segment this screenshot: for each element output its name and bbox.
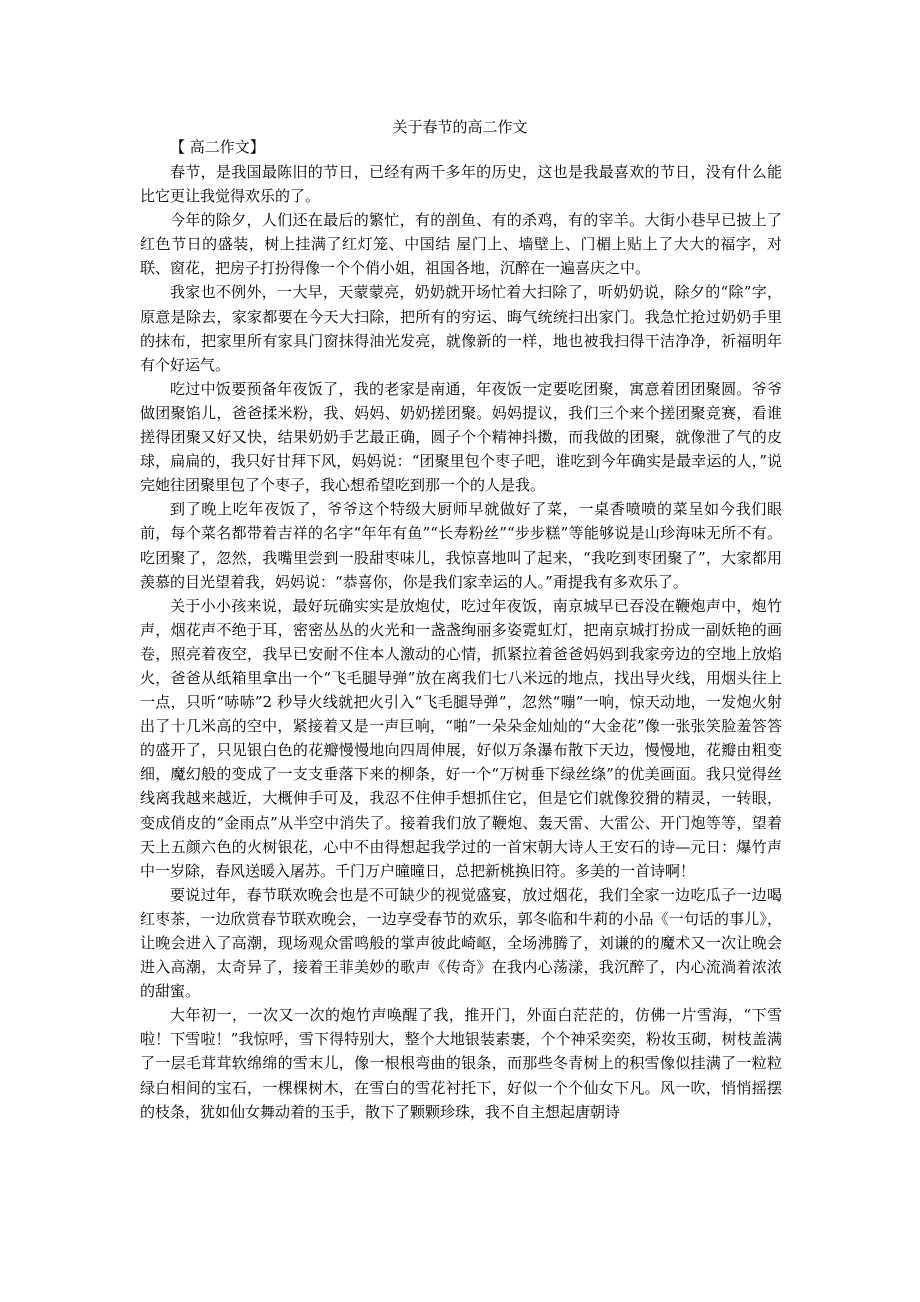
paragraph: 大年初一，一次又一次的炮竹声唤醒了我，推开门，外面白茫茫的，仿佛一片雪海，“下雪啦！下雪啦！”我惊呼，雪下得特别大，整个大地银装素裹，个个神采奕奕，粉妆玉砌，树枝盖满了一层毛茸茸软绵绵的雪末儿，像一根根弯曲的银条，而那些冬青树上的积雪像似挂满了一粒粒绿白相间的宝石，一棵棵树木，在雪白的雪花衬托下，好似一个个仙女下凡。风一吹，悄悄摇摆的枝条，犹如仙女舞动着的玉手，散下了颗颗珍珠，我不自主想起唐朝诗 [140, 1006, 782, 1121]
paragraph: 我家也不例外，一大早，天蒙蒙亮，奶奶就开场忙着大扫除了，听奶奶说，除夕的“除”字，原意是除去，家家都要在今天大扫除，把所有的穷运、晦气统统扫出家门。我急忙抢过奶奶手里的抹布，把家里所有家具门窗抹得油光发亮，就像新的一样，地也被我扫得干洁净净，祈福明年有个好运气。 [140, 283, 782, 374]
essay-body [140, 160, 782, 1124]
category-label: 【 高二作文】 [170, 138, 265, 156]
paragraph: 关于小小孩来说，最好玩确实实是放炮仗，吃过年夜饭，南京城早已吞没在鞭炮声中，炮竹声，烟花声不绝于耳，密密丛丛的火光和一盏盏绚丽多姿霓虹灯，把南京城打扮成一副妖艳的画卷，照亮着夜空，我早已安耐不住本人激动的心情，抓紧拉着爸爸妈妈到我家旁边的空地上放焰火，爸爸从纸箱里拿出一个“飞毛腿导弹”放在离我们七八米远的地点，找出导火线，用烟头往上一点，只听“哧哧”2 秒导火线就把火引入“飞毛腿导弹”，忽然“嘣”一响，惊天动地，一发炮火射出了十几米高的空中，紧接着又是一声巨响，“啪”一朵朵金灿灿的“大金花”像一张张笑脸羞答答的盛开了，只见银白色的花瓣慢慢地向四周伸展，好似万条瀑布散下天边，慢慢地，花瓣由粗变细，魔幻般的变成了一支支垂落下来的柳条，好一个“万树垂下绿丝绦”的优美画面。我只觉得丝线离我越来越近，大概伸手可及，我忍不住伸手想抓住它，但是它们就像狡猾的精灵，一转眼，变成俏皮的“金雨点”从半空中消失了。接着我们放了鞭炮、轰天雷、大雷公、开门炮等等，望着天上五颜六色的火树银花，心中不由得想起我学过的一首宋朝大诗人王安石的诗—元日：爆竹声中一岁除，春风送暖入屠苏。千门万户曈曈日，总把新桃换旧符。多美的一首诗啊！ [140, 596, 782, 880]
paragraph: 春节，是我国最陈旧的节日，已经有两千多年的历史，这也是我最喜欢的节日，没有什么能比它更让我觉得欢乐的了。 [140, 163, 782, 206]
paragraph: 今年的除夕，人们还在最后的繁忙，有的剖鱼、有的杀鸡，有的宰羊。大街小巷早已披上了红色节日的盛装，树上挂满了红灯笼、中国结 屋门上、墙壁上、门楣上贴上了大大的福字，对联、窗花，把房子打扮得像一个个俏小姐，祖国各地，沉醉在一遍喜庆之中。 [140, 211, 782, 278]
paragraph: 吃过中饭要预备年夜饭了，我的老家是南通，年夜饭一定要吃团聚，寓意着团团聚圆。爷爷做团聚馅儿，爸爸揉米粉，我、妈妈、奶奶搓团聚。妈妈提议，我们三个来个搓团聚竞赛，看谁搓得团聚又好又快，结果奶奶手艺最正确，圆子个个精神抖擞，而我做的团聚，就像泄了气的皮球，扁扁的，我只好甘拜下风，妈妈说：“团聚里包个枣子吧，谁吃到今年确实是最幸运的人，”说完她往团聚里包了个枣子，我心想希望吃到那一个的人是我。 [140, 379, 782, 495]
document-title: 关于春节的高二作文 [392, 118, 528, 136]
paragraph: 到了晚上吃年夜饭了，爷爷这个特级大厨师早就做好了菜，一桌香喷喷的菜呈如今我们眼前，每个菜名都带着吉祥的名字“年年有鱼”“长寿粉丝”“步步糕”等能够说是山珍海味无所不有。吃团聚了，忽然，我嘴里尝到一股甜枣味儿，我惊喜地叫了起来，“我吃到枣团聚了”，大家都用羡慕的目光望着我，妈妈说：“恭喜你，你是我们家幸运的人。”甭提我有多欢乐了。 [140, 500, 782, 591]
paragraph: 要说过年，春节联欢晚会也是不可缺少的视觉盛宴，放过烟花，我们全家一边吃瓜子一边喝红枣茶，一边欣赏春节联欢晚会，一边享受春节的欢乐，郭冬临和牛莉的小品《一句话的事儿》，让晚会进入了高潮，现场观众雷鸣般的掌声彼此崎岖，全场沸腾了，刘谦的的魔术又一次让晚会进入高潮，太奇异了，接着王菲美妙的歌声《传奇》在我内心荡漾，我沉醉了，内心流淌着浓浓的甜蜜。 [140, 885, 782, 1001]
